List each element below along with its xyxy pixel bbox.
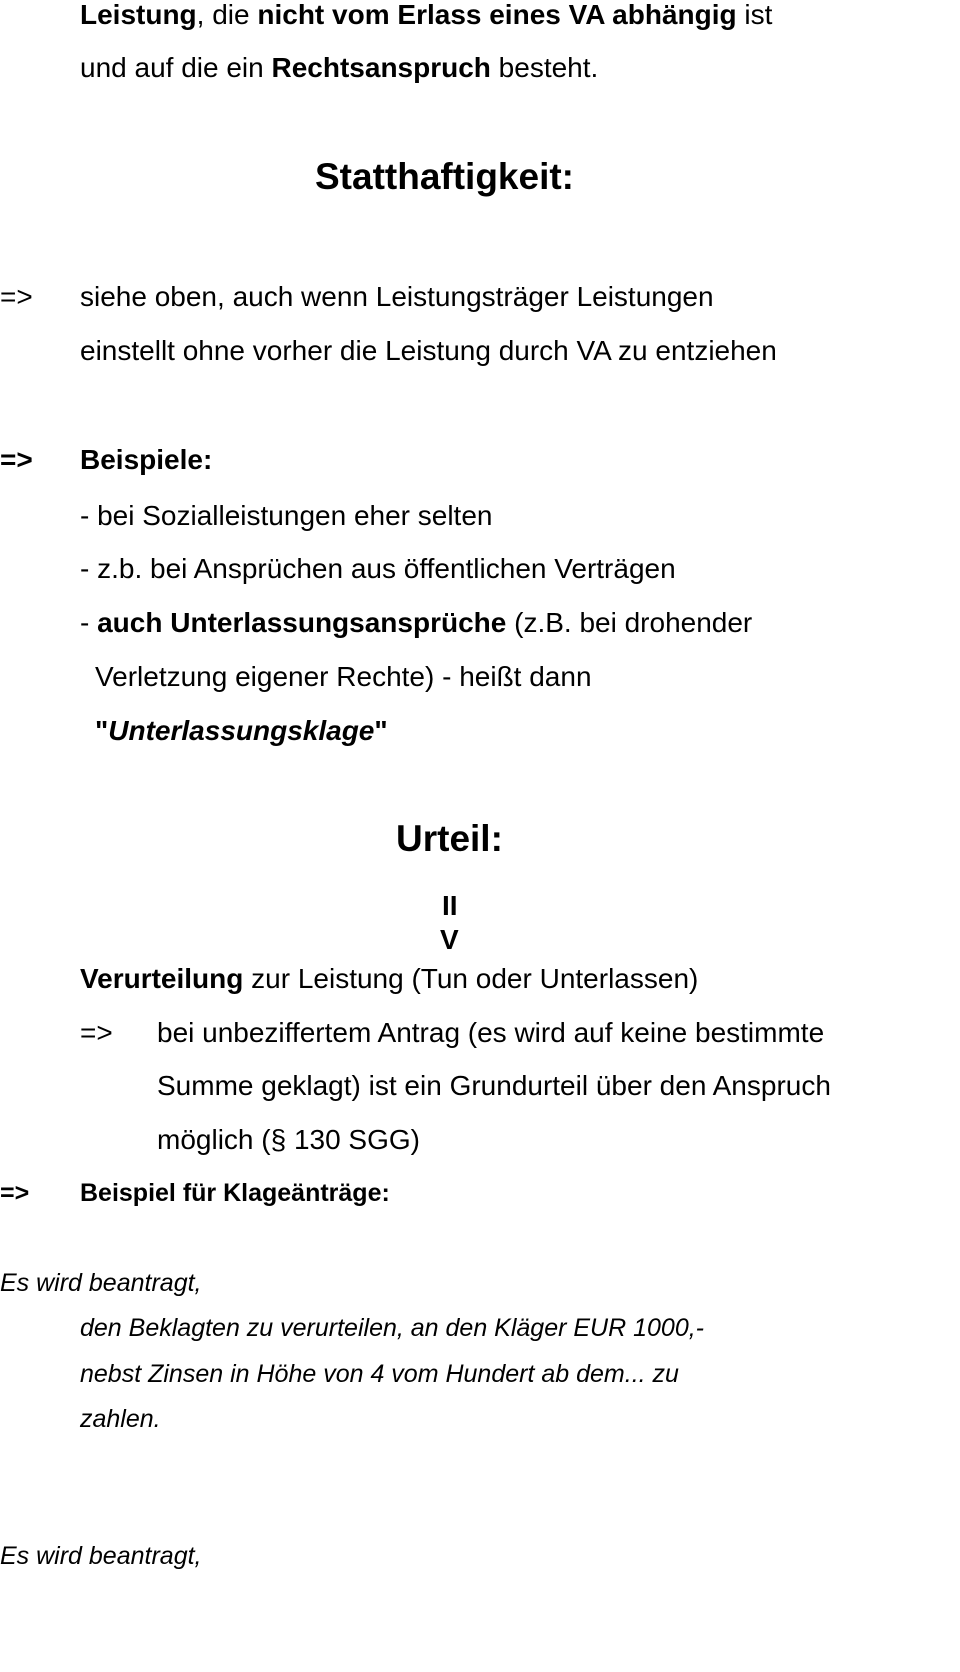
antrag-text-line-3: zahlen. (80, 1405, 161, 1433)
down-arrow-bar: II (442, 890, 458, 921)
beispiel-item-1: - bei Sozialleistungen eher selten (80, 500, 493, 531)
antrag-intro-1: Es wird beantragt, (0, 1269, 202, 1297)
verurteilung-line: Verurteilung zur Leistung (Tun oder Unterlassen) (80, 963, 699, 994)
intro-line-1: Leistung, die nicht vom Erlass eines VA abhängig ist (80, 0, 773, 30)
arrow-klageantraege: => (0, 1179, 30, 1207)
arrow-beispiele: => (0, 444, 33, 475)
antrag-intro-2: Es wird beantragt, (0, 1542, 202, 1570)
term-unterlassungsansprueche: auch Unterlassungsansprüche (97, 607, 507, 638)
beispiel-item-3-line-3: "Unterlassungsklage" (95, 715, 388, 746)
heading-klageantraege: Beispiel für Klageänträge: (80, 1179, 390, 1207)
grundurteil-line-1: bei unbeziffertem Antrag (es wird auf keine bestimmte (157, 1017, 825, 1048)
term-rechtsanspruch: Rechtsanspruch (271, 52, 491, 83)
beispiel-item-3-line-2: Verletzung eigener Rechte) - heißt dann (95, 661, 592, 692)
term-leistung: Leistung (80, 0, 197, 30)
arrow-statthaftigkeit: => (0, 281, 33, 312)
antrag-text-line-2: nebst Zinsen in Höhe von 4 vom Hundert ab dem... zu (80, 1360, 679, 1388)
grundurteil-line-3: möglich (§ 130 SGG) (157, 1124, 420, 1155)
heading-statthaftigkeit: Statthaftigkeit: (315, 156, 574, 197)
beispiel-item-3: - auch Unterlassungsansprüche (z.B. bei drohender (80, 607, 753, 638)
term-unterlassungsklage: Unterlassungsklage (108, 715, 375, 746)
heading-beispiele: Beispiele: (80, 444, 213, 475)
term-nicht-vom-erlass: nicht vom Erlass eines VA abhängig (257, 0, 737, 30)
heading-urteil: Urteil: (396, 818, 503, 859)
arrow-grundurteil: => (80, 1017, 113, 1048)
statthaftigkeit-line-2: einstellt ohne vorher die Leistung durch VA zu entziehen (80, 335, 777, 366)
antrag-text-line-1: den Beklagten zu verurteilen, an den Kläger EUR 1000,- (80, 1314, 704, 1342)
down-arrow-head: V (440, 924, 459, 955)
beispiel-item-2: - z.b. bei Ansprüchen aus öffentlichen Verträgen (80, 553, 676, 584)
statthaftigkeit-line-1: siehe oben, auch wenn Leistungsträger Leistungen (80, 281, 714, 312)
grundurteil-line-2: Summe geklagt) ist ein Grundurteil über den Anspruch (157, 1070, 831, 1101)
term-verurteilung: Verurteilung (80, 963, 244, 994)
intro-line-2: und auf die ein Rechtsanspruch besteht. (80, 52, 599, 83)
